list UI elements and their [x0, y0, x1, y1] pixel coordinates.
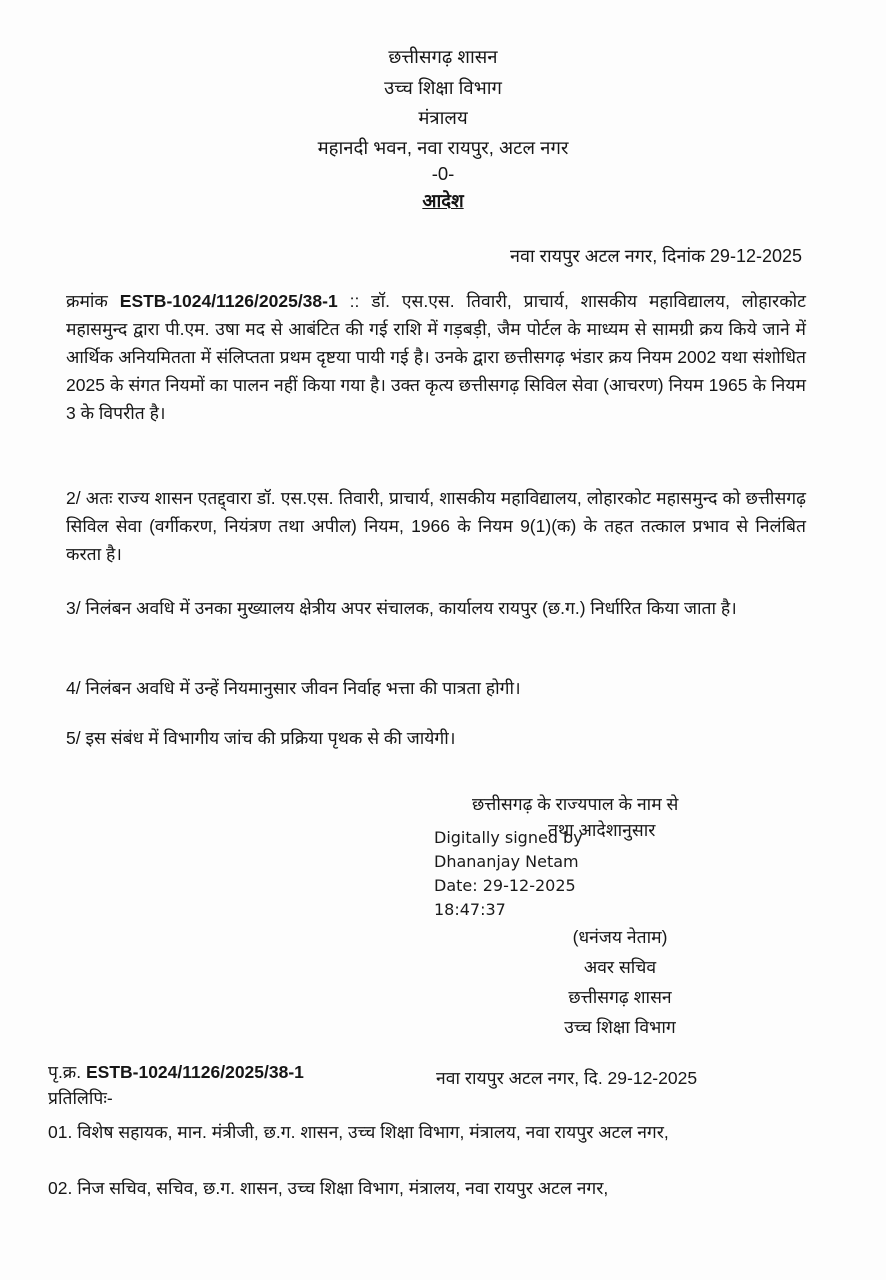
header-separator: -0- — [431, 163, 455, 184]
paragraph-5: 5/ इस संबंध में विभागीय जांच की प्रक्रिया पृथक से की जायेगी। — [66, 728, 456, 748]
endorsement-date-line: नवा रायपुर अटल नगर, दि. 29-12-2025 — [436, 1068, 698, 1088]
paragraph-3: 3/ निलंबन अवधि में उनका मुख्यालय क्षेत्रीय अपर संचालक, कार्यालय रायपुर (छ.ग.) निर्धारित किया जाता है। — [66, 598, 737, 618]
header-department: उच्च शिक्षा विभाग — [384, 77, 502, 98]
paragraph-1 — [66, 287, 806, 427]
paragraph-4: 4/ निलंबन अवधि में उन्हें नियमानुसार जीवन निर्वाह भत्ता की पात्रता होगी। — [66, 678, 521, 698]
digital-signature-name: Dhananjay Netam — [434, 852, 579, 871]
header-government: छत्तीसगढ़ शासन — [388, 46, 498, 67]
digital-signature-time: 18:47:37 — [434, 900, 506, 919]
endorsement-number-line — [48, 1060, 304, 1084]
endorsement-prefix: पृ.क्र. — [48, 1062, 86, 1082]
signatory-block — [520, 922, 720, 1042]
digital-signature-date: Date: 29-12-2025 — [434, 876, 576, 895]
signatory-office-1: छत्तीसगढ़ शासन — [568, 987, 672, 1007]
header-address: महानदी भवन, नवा रायपुर, अटल नगर — [317, 137, 569, 158]
signatory-designation: अवर सचिव — [583, 957, 657, 977]
copy-recipient-2: 02. निज सचिव, सचिव, छ.ग. शासन, उच्च शिक्षा विभाग, मंत्रालय, नवा रायपुर अटल नगर, — [48, 1178, 609, 1198]
order-date-line: नवा रायपुर अटल नगर, दिनांक 29-12-2025 — [510, 246, 802, 266]
endorsement-order-number: ESTB-1024/1126/2025/38-1 — [85, 1062, 304, 1082]
header-ministry: मंत्रालय — [418, 107, 468, 128]
para1-text: :: डॉ. एस.एस. तिवारी, प्राचार्य, शासकीय महाविद्यालय, लोहारकोट महासमुन्द द्वारा पी.एम. उषा मद से आबंटित की गई राशि में गड़बड़ी, जैम पोर्टल के माध्यम से सामग्री क्रय किये जाने में आर्थिक अनियमितता में संलिप्तता प्रथम दृष्टया पायी गई है। उनके द्वारा छत्तीसगढ़ भंडार क्रय नियम 2002 यथा संशोधित 2025 के संगत नियमों का पालन नहीं किया गया है। उक्त कृत्य छत्तीसगढ़ सिविल सेवा (आचरण) नियम 1965 के नियम 3 के विपरीत है। — [66, 291, 806, 423]
order-title: आदेश — [422, 190, 464, 211]
authority-line-1: छत्तीसगढ़ के राज्यपाल के नाम से — [472, 794, 679, 814]
copy-label: प्रतिलिपिः- — [48, 1088, 113, 1108]
authority-line-2: तथा आदेशानुसार — [548, 820, 656, 840]
digital-signature — [434, 826, 583, 922]
order-number: ESTB-1024/1126/2025/38-1 — [119, 291, 338, 311]
copy-recipient-1: 01. विशेष सहायक, मान. मंत्रीजी, छ.ग. शासन, उच्च शिक्षा विभाग, मंत्रालय, नवा रायपुर अटल नगर, — [48, 1122, 669, 1142]
signatory-name: (धनंजय नेताम) — [572, 927, 668, 947]
paragraph-2: 2/ अतः राज्य शासन एतद्द्वारा डॉ. एस.एस. तिवारी, प्राचार्य, शासकीय महाविद्यालय, लोहारकोट महासमुन्द को छत्तीसगढ़ सिविल सेवा (वर्गीकरण, नियंत्रण तथा अपील) नियम, 1966 के नियम 9(1)(क) के तहत तत्काल प्रभाव से निलंबित करता है। — [66, 488, 806, 564]
signatory-office-2: उच्च शिक्षा विभाग — [564, 1017, 676, 1037]
digital-signature-line-1: Digitally signed by — [434, 828, 583, 847]
para1-prefix: क्रमांक — [66, 291, 120, 311]
